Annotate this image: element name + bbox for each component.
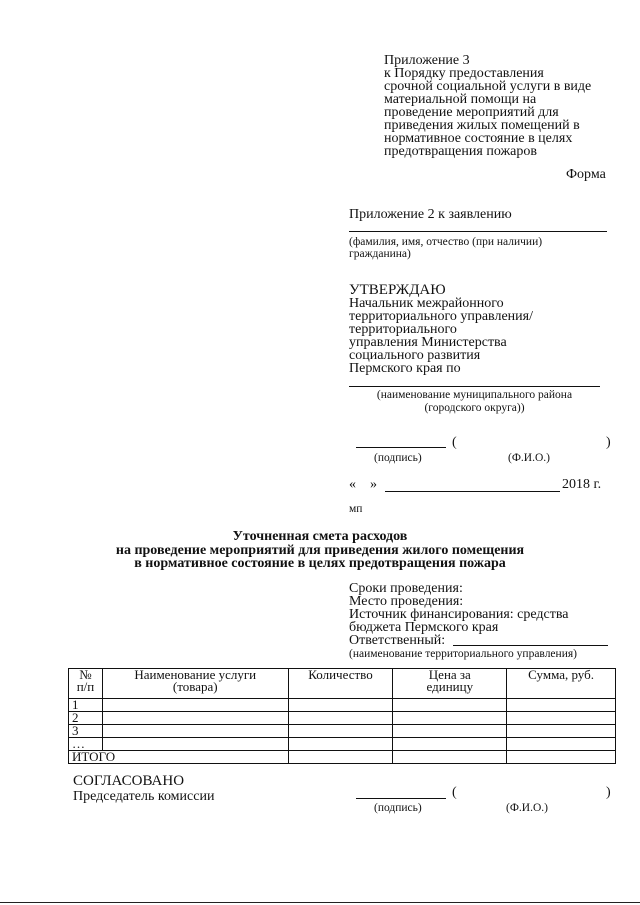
header-cell-name: Наименование услуги (товара) — [102, 669, 288, 699]
estimate-table — [68, 668, 616, 764]
appendix-line: проведение мероприятий для — [384, 105, 559, 120]
table-row — [69, 738, 616, 751]
approver-signature-line — [356, 447, 446, 448]
dates-label: Сроки проведения: — [349, 581, 463, 596]
place-label: Место проведения: — [349, 594, 464, 609]
stamp-mark: мп — [349, 503, 363, 515]
approver-line: Пермского края по — [349, 361, 461, 376]
district-caption-2: (городского округа)) — [424, 402, 525, 414]
header-cell-number: № п/п — [69, 669, 103, 699]
title-line-1: Уточненная смета расходов — [232, 529, 408, 544]
appendix-line: к Порядку предоставления — [384, 66, 544, 81]
applicant-caption-1: (фамилия, имя, отчество (при наличии) — [349, 236, 543, 248]
approver-line: территориального — [349, 322, 457, 337]
row-number: 3 — [69, 725, 103, 738]
appendix-line: срочной социальной услуги в виде — [384, 79, 592, 94]
page-bottom-edge — [0, 902, 640, 903]
table-total-row — [69, 751, 616, 764]
statement-title: Приложение 2 к заявлению — [349, 207, 512, 222]
approver-signature-caption: (подпись) — [374, 452, 422, 464]
applicant-caption-2: гражданина) — [349, 248, 411, 260]
header-cell-quantity: Количество — [288, 669, 393, 699]
appendix-line: предотвращения пожаров — [384, 144, 537, 159]
approver-line: Начальник межрайонного — [349, 296, 504, 311]
responsible-line — [453, 645, 608, 646]
row-number: … — [69, 738, 103, 751]
table-row — [69, 712, 616, 725]
funding-line-2: бюджета Пермского края — [349, 620, 499, 635]
row-number: 2 — [69, 712, 103, 725]
applicant-name-line — [349, 231, 607, 232]
chairman-signature-line — [356, 798, 446, 799]
table-row — [69, 699, 616, 712]
table-row — [69, 725, 616, 738]
total-label: ИТОГО — [69, 751, 289, 764]
responsible-caption: (наименование территориального управления) — [349, 648, 577, 660]
date-year: 2018 г. — [562, 477, 602, 492]
district-caption-1: (наименование муниципального района — [376, 389, 573, 401]
approve-heading: УТВЕРЖДАЮ — [349, 282, 446, 298]
header-cell-sum: Сумма, руб. — [507, 669, 616, 699]
title-line-2: на проведение мероприятий для приведения жилого помещения — [115, 542, 525, 558]
responsible-label: Ответственный: — [349, 633, 446, 648]
district-name-line — [349, 386, 600, 387]
agreed-role: Председатель комиссии — [73, 789, 215, 804]
funding-line-1: Источник финансирования: средства — [349, 607, 569, 622]
forma-label: Форма — [566, 167, 606, 182]
approver-line: социального развития — [349, 348, 481, 363]
header-cell-price: Цена за единицу — [393, 669, 507, 699]
appendix-line: материальной помощи на — [384, 92, 537, 107]
details-block — [349, 582, 619, 647]
title-line-3: в нормативное состояние в целях предотвращения пожара — [134, 556, 506, 571]
appendix-block — [384, 54, 624, 158]
row-number: 1 — [69, 699, 103, 712]
approver-line: территориального управления/ — [349, 309, 533, 324]
approver-paren-open: ( — [452, 435, 457, 450]
table-header-row — [69, 669, 616, 699]
date-quotes: « » — [349, 477, 377, 492]
agreed-heading: СОГЛАСОВАНО — [73, 773, 185, 789]
approver-name-caption: (Ф.И.О.) — [508, 452, 550, 464]
document-title — [0, 530, 640, 571]
appendix-line: Приложение 3 — [384, 53, 470, 68]
chairman-paren-open: ( — [452, 785, 457, 800]
chairman-signature-caption: (подпись) — [374, 802, 422, 814]
appendix-line: приведения жилых помещений в — [384, 118, 580, 133]
chairman-name-caption: (Ф.И.О.) — [506, 802, 548, 814]
appendix-line: нормативное состояние в целях — [384, 131, 573, 146]
approver-paren-close: ) — [606, 435, 611, 450]
approver-line: управления Министерства — [349, 335, 507, 350]
date-line — [385, 491, 560, 492]
approver-position — [349, 297, 609, 375]
chairman-paren-close: ) — [606, 785, 611, 800]
